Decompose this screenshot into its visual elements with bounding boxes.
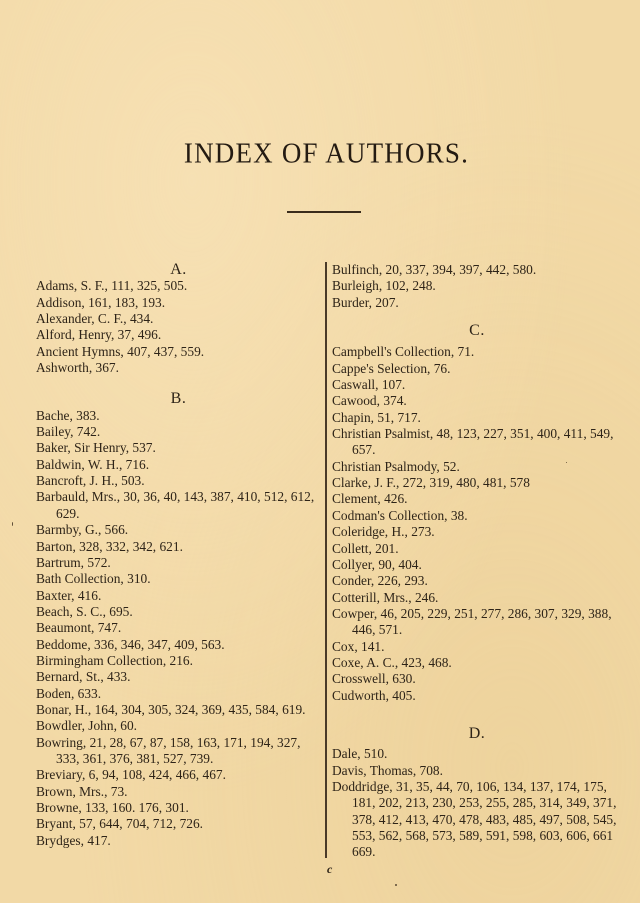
- index-entry: Cawood, 374.: [332, 393, 407, 409]
- index-entry: Clarke, J. F., 272, 319, 480, 481, 578: [332, 475, 530, 491]
- index-entry: Conder, 226, 293.: [332, 573, 428, 589]
- index-column-left: [36, 262, 321, 849]
- index-entry: Christian Psalmody, 52.: [332, 458, 460, 474]
- index-entry: Adams, S. F., 111, 325, 505.: [36, 278, 188, 294]
- section-b-entries: [36, 408, 321, 849]
- index-entry: Christian Psalmist, 48, 123, 227, 351, 400, 411, 549, 657.: [332, 426, 614, 458]
- index-entry: Brown, Mrs., 73.: [36, 783, 128, 799]
- signature-mark: c: [327, 862, 333, 876]
- index-entry: Boden, 633.: [36, 685, 102, 701]
- index-entry: Cowper, 46, 205, 229, 251, 277, 286, 307, 329, 388, 446, 571.: [332, 605, 612, 638]
- index-entry: Bernard, St., 433.: [36, 669, 131, 685]
- column-divider: [325, 262, 327, 858]
- index-entry: Clement, 426.: [332, 491, 408, 507]
- index-entry: Beaumont, 747.: [36, 620, 122, 636]
- index-entry: Baxter, 416.: [36, 587, 102, 603]
- index-entry: Alexander, C. F., 434.: [36, 311, 154, 327]
- index-entry: Bailey, 742.: [36, 424, 101, 440]
- index-entry: Cox, 141.: [332, 638, 385, 654]
- index-entry: Barbauld, Mrs., 30, 36, 40, 143, 387, 410, 512, 612, 629.: [36, 489, 315, 521]
- paper-speck: [395, 884, 397, 886]
- index-entry: Addison, 161, 183, 193.: [36, 294, 166, 310]
- section-d-entries: [332, 746, 622, 860]
- index-entry: Bancroft, J. H., 503.: [36, 473, 145, 489]
- index-entry: Bartrum, 572.: [36, 554, 111, 570]
- index-entry: Davis, Thomas, 708.: [332, 762, 443, 778]
- section-c-entries: [332, 344, 622, 704]
- index-entry: Collett, 201.: [332, 540, 399, 556]
- section-a-entries: [36, 278, 321, 376]
- index-entry: Bryant, 57, 644, 704, 712, 726.: [36, 816, 204, 832]
- index-entry: Bowring, 21, 28, 67, 87, 158, 163, 171, 194, 327, 333, 361, 376, 381, 527, 739.: [36, 734, 301, 766]
- title-rule: [287, 211, 361, 213]
- index-entry: Barmby, G., 566.: [36, 522, 129, 538]
- index-entry: Coxe, A. C., 423, 468.: [332, 654, 452, 670]
- paper-speck: [12, 522, 13, 526]
- section-letter-b: B.: [170, 390, 187, 408]
- index-entry: Brydges, 417.: [36, 832, 111, 848]
- index-entry: Cudworth, 405.: [332, 687, 416, 703]
- index-entry: Cotterill, Mrs., 246.: [332, 589, 439, 605]
- index-column-right: [332, 262, 622, 861]
- paper-speck: [566, 462, 567, 463]
- index-entry: Bonar, H., 164, 304, 305, 324, 369, 435, 584, 619.: [36, 701, 306, 717]
- section-letter-c: C.: [469, 322, 485, 340]
- index-entry: Alford, Henry, 37, 496.: [36, 327, 162, 343]
- section-letter-d: D.: [468, 724, 486, 742]
- index-entry: Ancient Hymns, 407, 437, 559.: [36, 343, 205, 359]
- index-entry: Beach, S. C., 695.: [36, 603, 133, 619]
- index-entry: Codman's Collection, 38.: [332, 507, 468, 523]
- index-entry: Barton, 328, 332, 342, 621.: [36, 538, 183, 554]
- section-b-continued-entries: [332, 262, 622, 311]
- index-entry: Baker, Sir Henry, 537.: [36, 440, 156, 456]
- index-entry: Coleridge, H., 273.: [332, 524, 435, 540]
- index-entry: Dale, 510.: [332, 746, 388, 762]
- index-entry: Breviary, 6, 94, 108, 424, 466, 467.: [36, 767, 226, 783]
- index-entry: Browne, 133, 160. 176, 301.: [36, 800, 189, 815]
- index-entry: Crosswell, 630.: [332, 671, 416, 687]
- index-entry: Baldwin, W. H., 716.: [36, 456, 150, 472]
- index-entry: Collyer, 90, 404.: [332, 556, 422, 572]
- index-entry: Bath Collection, 310.: [36, 571, 151, 587]
- index-entry: Ashworth, 367.: [36, 360, 119, 376]
- index-entry: Beddome, 336, 346, 347, 409, 563.: [36, 636, 225, 652]
- section-letter-a: A.: [170, 261, 187, 278]
- index-entry: Chapin, 51, 717.: [332, 409, 421, 425]
- index-entry: Bache, 383.: [36, 407, 100, 423]
- index-entry: Bowdler, John, 60.: [36, 718, 138, 734]
- section-gap: [36, 376, 321, 391]
- index-entry: Bulfinch, 20, 337, 394, 397, 442, 580.: [332, 262, 537, 277]
- index-entry: Birmingham Collection, 216.: [36, 652, 193, 668]
- index-entry: Campbell's Collection, 71.: [332, 344, 475, 360]
- index-entry: Caswall, 107.: [332, 377, 406, 393]
- index-entry: Cappe's Selection, 76.: [332, 360, 451, 376]
- index-entry: Doddridge, 31, 35, 44, 70, 106, 134, 137, 174, 175, 181, 202, 213, 230, 253, 255, 285, 314, 349, 371, 378, 412, 413, 470, 478, 483, 485, 497, 508, 545, 553, 562, 568, 573, 589, 591, 598, 603, 606, 661 669.: [332, 778, 617, 860]
- index-entry: Burder, 207.: [332, 294, 399, 310]
- page-title: INDEX OF AUTHORS.: [183, 137, 470, 169]
- index-entry: Burleigh, 102, 248.: [332, 278, 436, 294]
- section-gap: [332, 704, 622, 726]
